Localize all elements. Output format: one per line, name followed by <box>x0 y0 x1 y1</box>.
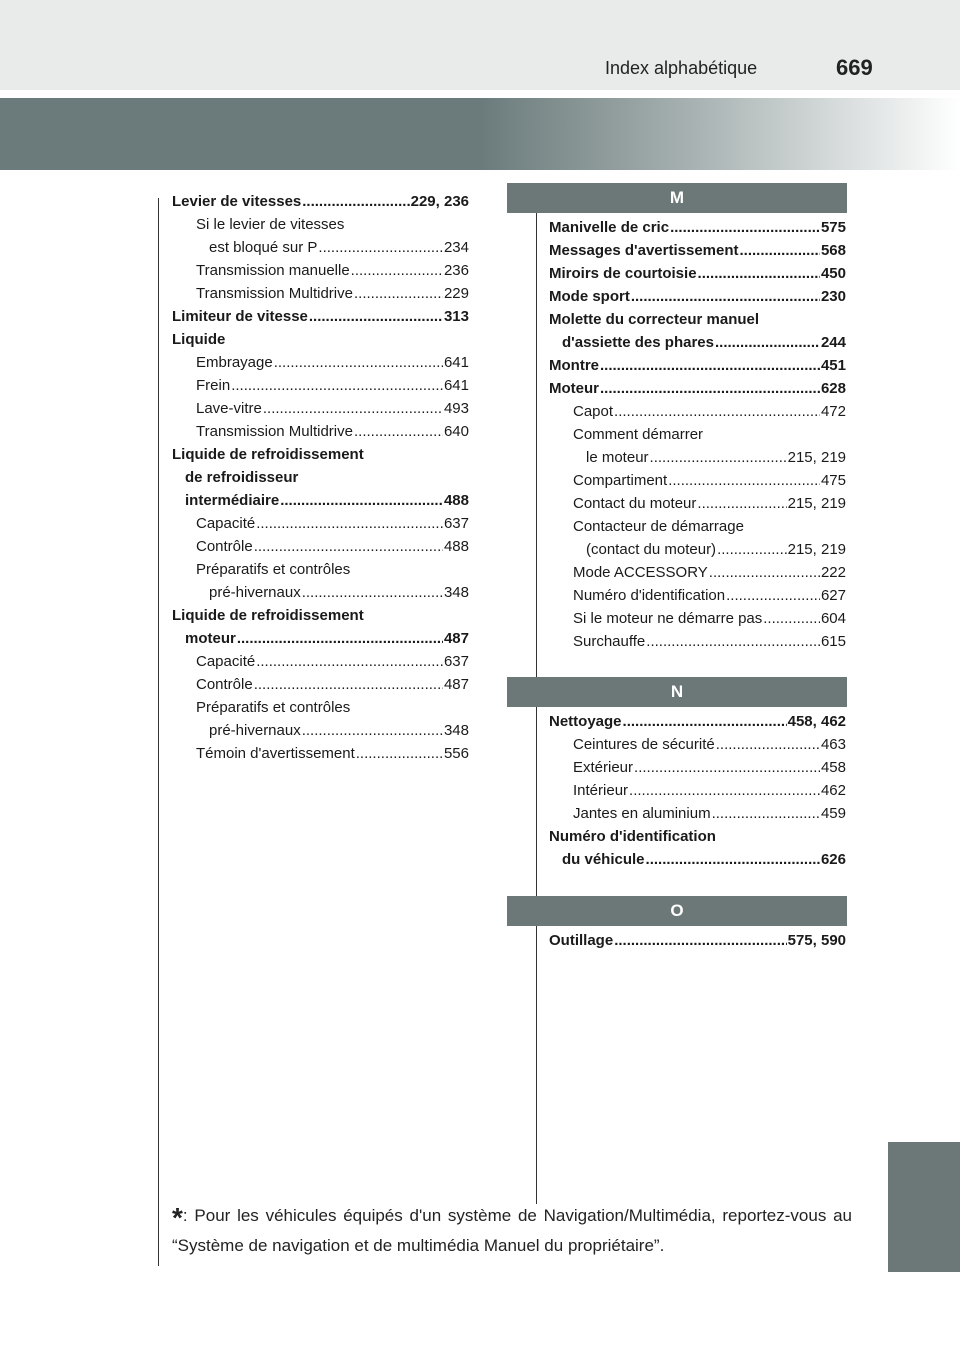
entry-page-ref: 234 <box>443 239 469 256</box>
entry-term: intermédiaire <box>185 492 280 509</box>
dot-leader <box>354 282 443 305</box>
entry-page-ref: 313 <box>443 308 469 325</box>
entry-page-ref: 493 <box>443 400 469 417</box>
dot-leader <box>629 779 820 802</box>
dot-leader <box>650 446 787 469</box>
entry-term: Numéro d'identification <box>573 587 726 604</box>
dot-leader <box>351 259 443 282</box>
entry-term: Contacteur de démarrage <box>573 518 744 535</box>
entry-term: Levier de vitesses <box>172 193 302 210</box>
entry-term: moteur <box>185 630 236 647</box>
entry-page-ref: 215, 219 <box>787 495 846 512</box>
entry-term: Transmission manuelle <box>196 262 350 279</box>
index-entry <box>549 756 846 779</box>
entry-page-ref: 627 <box>820 587 846 604</box>
entry-term: Messages d'avertissement <box>549 242 739 259</box>
entry-page-ref: 556 <box>443 745 469 762</box>
dot-leader <box>263 397 443 420</box>
index-entry <box>549 331 846 354</box>
entry-page-ref: 615 <box>820 633 846 650</box>
index-entry <box>172 650 469 673</box>
entry-page-ref: 463 <box>820 736 846 753</box>
entry-term: Numéro d'identification <box>549 828 716 845</box>
entry-page-ref: 575 <box>820 219 846 236</box>
entry-term: Liquide <box>172 331 226 348</box>
entry-term: Lave-vitre <box>196 400 262 417</box>
entry-page-ref: 229, 236 <box>410 193 469 210</box>
section-header-m: M <box>507 183 847 213</box>
dot-leader <box>717 538 787 561</box>
entry-term: Liquide de refroidissement <box>172 607 364 624</box>
index-entry <box>549 308 846 331</box>
entry-term: Embrayage <box>196 354 273 371</box>
dot-leader <box>726 584 820 607</box>
entry-page-ref: 236 <box>443 262 469 279</box>
index-entry <box>172 696 469 719</box>
index-entry <box>549 733 846 756</box>
index-entry <box>172 374 469 397</box>
index-entry <box>549 802 846 825</box>
section-header-n: N <box>507 677 847 707</box>
entry-term: pré-hivernaux <box>209 722 301 739</box>
middle-column-rule <box>536 212 537 1204</box>
entry-page-ref: 487 <box>443 676 469 693</box>
index-entry <box>549 630 846 653</box>
entry-term: Molette du correcteur manuel <box>549 311 760 328</box>
footnote-asterisk: * <box>172 1202 183 1233</box>
entry-page-ref: 458, 462 <box>787 713 846 730</box>
entry-term: Montre <box>549 357 599 374</box>
entry-term: Extérieur <box>573 759 634 776</box>
entry-term: Liquide de refroidissement <box>172 446 364 463</box>
entry-term: Miroirs de courtoisie <box>549 265 697 282</box>
entry-term: Capot <box>573 403 614 420</box>
entry-page-ref: 641 <box>443 377 469 394</box>
index-entry <box>549 239 846 262</box>
index-entry <box>172 328 469 351</box>
index-entry <box>549 561 846 584</box>
entry-page-ref: 244 <box>820 334 846 351</box>
entry-term: Intérieur <box>573 782 629 799</box>
index-entry <box>549 538 846 561</box>
entry-term: Frein <box>196 377 231 394</box>
entry-page-ref: 641 <box>443 354 469 371</box>
entry-term: Jantes en aluminium <box>573 805 711 822</box>
index-entry <box>172 351 469 374</box>
entry-term: Contrôle <box>196 538 253 555</box>
dot-leader <box>715 331 820 354</box>
index-entry <box>172 604 469 627</box>
dot-leader <box>356 742 443 765</box>
entry-term: Ceintures de sécurité <box>573 736 715 753</box>
index-entry <box>172 489 469 512</box>
entry-term: Contrôle <box>196 676 253 693</box>
entry-term: Outillage <box>549 932 614 949</box>
index-entry <box>549 710 846 733</box>
dot-leader <box>697 492 786 515</box>
entry-term: Si le levier de vitesses <box>196 216 345 233</box>
entry-page-ref: 488 <box>443 492 469 509</box>
dot-leader <box>740 239 820 262</box>
index-entry <box>549 285 846 308</box>
entry-page-ref: 472 <box>820 403 846 420</box>
entry-term: Nettoyage <box>549 713 622 730</box>
entry-term: Surchauffe <box>573 633 646 650</box>
dot-leader <box>763 607 820 630</box>
entry-page-ref: 450 <box>820 265 846 282</box>
entry-page-ref: 568 <box>820 242 846 259</box>
index-entry <box>549 216 846 239</box>
dot-leader <box>614 929 786 952</box>
dot-leader <box>237 627 443 650</box>
entry-page-ref: 458 <box>820 759 846 776</box>
page-number: 669 <box>836 55 873 80</box>
index-entry <box>172 558 469 581</box>
dot-leader <box>318 236 443 259</box>
index-entry <box>172 512 469 535</box>
entry-term: de refroidisseur <box>185 469 299 486</box>
entry-page-ref: 628 <box>820 380 846 397</box>
entry-term: Manivelle de cric <box>549 219 670 236</box>
index-entry <box>549 584 846 607</box>
index-entry <box>172 190 469 213</box>
entry-page-ref: 626 <box>820 851 846 868</box>
entry-term: d'assiette des phares <box>562 334 714 351</box>
entry-page-ref: 487 <box>443 630 469 647</box>
dot-leader <box>231 374 443 397</box>
index-entry <box>549 779 846 802</box>
index-column-left <box>172 190 469 765</box>
index-entry <box>549 377 846 400</box>
index-entry <box>549 354 846 377</box>
entry-term: Préparatifs et contrôles <box>196 699 351 716</box>
entry-page-ref: 222 <box>820 564 846 581</box>
index-entry <box>549 929 846 952</box>
index-entry <box>172 673 469 696</box>
entry-page-ref: 230 <box>820 288 846 305</box>
index-entry <box>172 535 469 558</box>
entry-page-ref: 637 <box>443 653 469 670</box>
dot-leader <box>623 710 787 733</box>
dot-leader <box>600 354 820 377</box>
entry-term: Si le moteur ne démarre pas <box>573 610 763 627</box>
dot-leader <box>254 673 443 696</box>
index-section-o <box>549 929 846 952</box>
entry-term: Mode sport <box>549 288 630 305</box>
footnote-text: : Pour les véhicules équipés d'un système de Navigation/Multimédia, reportez-vous au “Système de navigation et de multimédia Manuel du propriétaire”. <box>172 1206 852 1255</box>
dot-leader <box>254 535 443 558</box>
dot-leader <box>354 420 443 443</box>
index-entry <box>549 515 846 538</box>
dot-leader <box>646 848 820 871</box>
index-entry <box>549 469 846 492</box>
entry-page-ref: 215, 219 <box>787 541 846 558</box>
dot-leader <box>631 285 820 308</box>
dot-leader <box>698 262 820 285</box>
index-entry <box>172 397 469 420</box>
index-entry <box>549 423 846 446</box>
entry-page-ref: 640 <box>443 423 469 440</box>
index-entry <box>172 213 469 236</box>
entry-page-ref: 348 <box>443 722 469 739</box>
dot-leader <box>712 802 820 825</box>
header-band <box>0 0 960 90</box>
entry-term: Transmission Multidrive <box>196 285 353 302</box>
dot-leader <box>668 469 820 492</box>
index-entry <box>549 446 846 469</box>
dot-leader <box>634 756 820 779</box>
entry-term: Compartiment <box>573 472 668 489</box>
header-gradient-bar <box>0 98 960 170</box>
entry-term: Limiteur de vitesse <box>172 308 308 325</box>
index-entry <box>172 259 469 282</box>
section-header-o: O <box>507 896 847 926</box>
dot-leader <box>309 305 443 328</box>
dot-leader <box>716 733 820 756</box>
index-entry <box>172 719 469 742</box>
entry-term: Moteur <box>549 380 599 397</box>
index-entry <box>549 262 846 285</box>
dot-leader <box>280 489 443 512</box>
footnote <box>172 1202 852 1260</box>
entry-term: Capacité <box>196 653 256 670</box>
index-entry <box>172 443 469 466</box>
entry-term: le moteur <box>586 449 649 466</box>
dot-leader <box>274 351 443 374</box>
dot-leader <box>302 190 409 213</box>
dot-leader <box>256 512 443 535</box>
index-entry <box>549 492 846 515</box>
dot-leader <box>646 630 820 653</box>
index-entry <box>172 236 469 259</box>
entry-term: Comment démarrer <box>573 426 704 443</box>
dot-leader <box>614 400 820 423</box>
entry-page-ref: 637 <box>443 515 469 532</box>
entry-term: (contact du moteur) <box>586 541 717 558</box>
left-column-rule <box>158 198 159 1266</box>
index-entry <box>172 305 469 328</box>
index-entry <box>549 607 846 630</box>
entry-page-ref: 488 <box>443 538 469 555</box>
dot-leader <box>600 377 820 400</box>
entry-term: Témoin d'avertissement <box>196 745 355 762</box>
dot-leader <box>302 719 443 742</box>
entry-page-ref: 451 <box>820 357 846 374</box>
chapter-thumb-tab <box>888 1142 960 1272</box>
index-entry <box>172 627 469 650</box>
entry-term: Transmission Multidrive <box>196 423 353 440</box>
index-entry <box>549 825 846 848</box>
entry-term: du véhicule <box>562 851 645 868</box>
entry-term: est bloqué sur P <box>209 239 318 256</box>
entry-term: pré-hivernaux <box>209 584 301 601</box>
entry-term: Contact du moteur <box>573 495 697 512</box>
index-entry <box>172 282 469 305</box>
entry-page-ref: 462 <box>820 782 846 799</box>
dot-leader <box>709 561 820 584</box>
entry-term: Capacité <box>196 515 256 532</box>
index-entry <box>172 742 469 765</box>
index-entry <box>172 466 469 489</box>
entry-page-ref: 475 <box>820 472 846 489</box>
entry-page-ref: 575, 590 <box>787 932 846 949</box>
entry-page-ref: 459 <box>820 805 846 822</box>
entry-page-ref: 604 <box>820 610 846 627</box>
dot-leader <box>670 216 820 239</box>
entry-term: Mode ACCESSORY <box>573 564 708 581</box>
header-title: Index alphabétique <box>605 58 758 78</box>
entry-page-ref: 229 <box>443 285 469 302</box>
index-section-n <box>549 710 846 871</box>
entry-term: Préparatifs et contrôles <box>196 561 351 578</box>
index-entry <box>549 848 846 871</box>
index-entry <box>172 420 469 443</box>
entry-page-ref: 348 <box>443 584 469 601</box>
index-entry <box>172 581 469 604</box>
index-entry <box>549 400 846 423</box>
dot-leader <box>302 581 443 604</box>
entry-page-ref: 215, 219 <box>787 449 846 466</box>
index-section-m <box>549 216 846 653</box>
dot-leader <box>256 650 443 673</box>
